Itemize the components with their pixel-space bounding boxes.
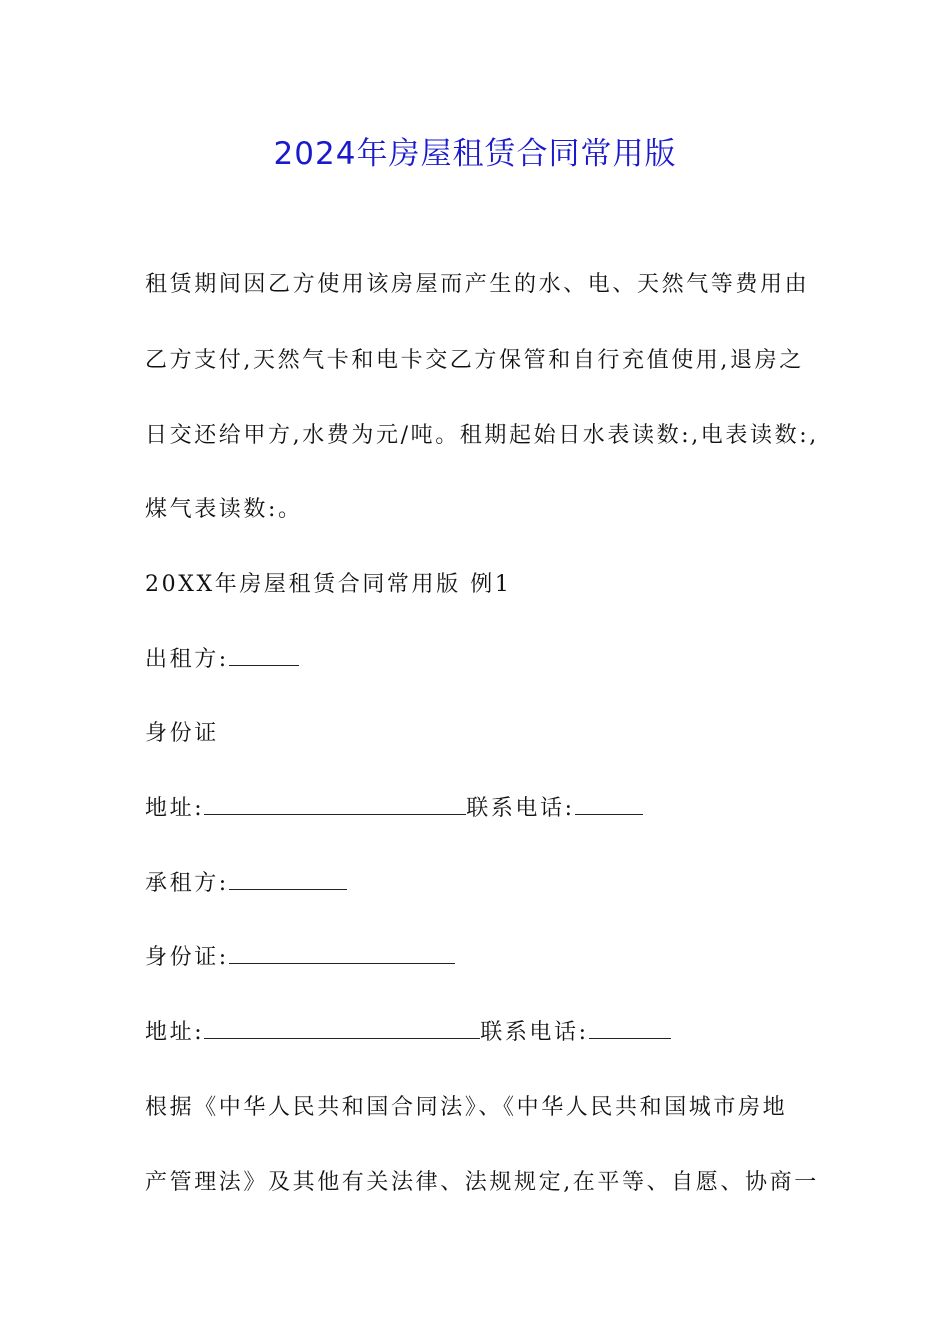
- body-line-4: 煤气表读数:。: [145, 497, 303, 522]
- lessor-address-label: 地址:: [145, 796, 205, 821]
- example-heading: 20XX年房屋租赁合同常用版 例1: [145, 572, 512, 597]
- body-line-3: 日交还给甲方,水费为元/吨。租期起始日水表读数:,电表读数:,: [145, 423, 819, 448]
- lessee-address-blank: [204, 1020, 480, 1039]
- lessee-phone-label: 联系电话:: [480, 1020, 589, 1045]
- lessee-label: 承租方:: [145, 871, 229, 896]
- body-line-2: 乙方支付,天然气卡和电卡交乙方保管和自行充值使用,退房之: [145, 348, 804, 373]
- lessee-address-label: 地址:: [145, 1020, 205, 1045]
- body-line-1: 租赁期间因乙方使用该房屋而产生的水、电、天然气等费用由: [145, 272, 810, 297]
- lessee-blank: [229, 871, 347, 890]
- lessor-line: [145, 645, 299, 675]
- lessor-label: 出租方:: [145, 647, 229, 672]
- lessor-address-line: [145, 794, 643, 824]
- body-line-6: 产管理法》及其他有关法律、法规规定,在平等、自愿、协商一: [145, 1170, 819, 1195]
- lessor-address-blank: [204, 796, 466, 815]
- lessee-id-label: 身份证:: [145, 945, 229, 970]
- document-title: 2024年房屋租赁合同常用版: [273, 136, 677, 172]
- lessee-id-line: [145, 943, 455, 973]
- lessor-id-label: 身份证: [145, 721, 219, 746]
- lessee-phone-blank: [589, 1020, 671, 1039]
- body-line-5: 根据《中华人民共和国合同法》、《中华人民共和国城市房地: [145, 1095, 788, 1120]
- lessee-line: [145, 869, 347, 899]
- lessor-blank: [229, 647, 299, 666]
- lessor-phone-label: 联系电话:: [466, 796, 575, 821]
- lessee-id-blank: [229, 945, 455, 964]
- lessee-address-line: [145, 1018, 671, 1048]
- lessor-phone-blank: [575, 796, 643, 815]
